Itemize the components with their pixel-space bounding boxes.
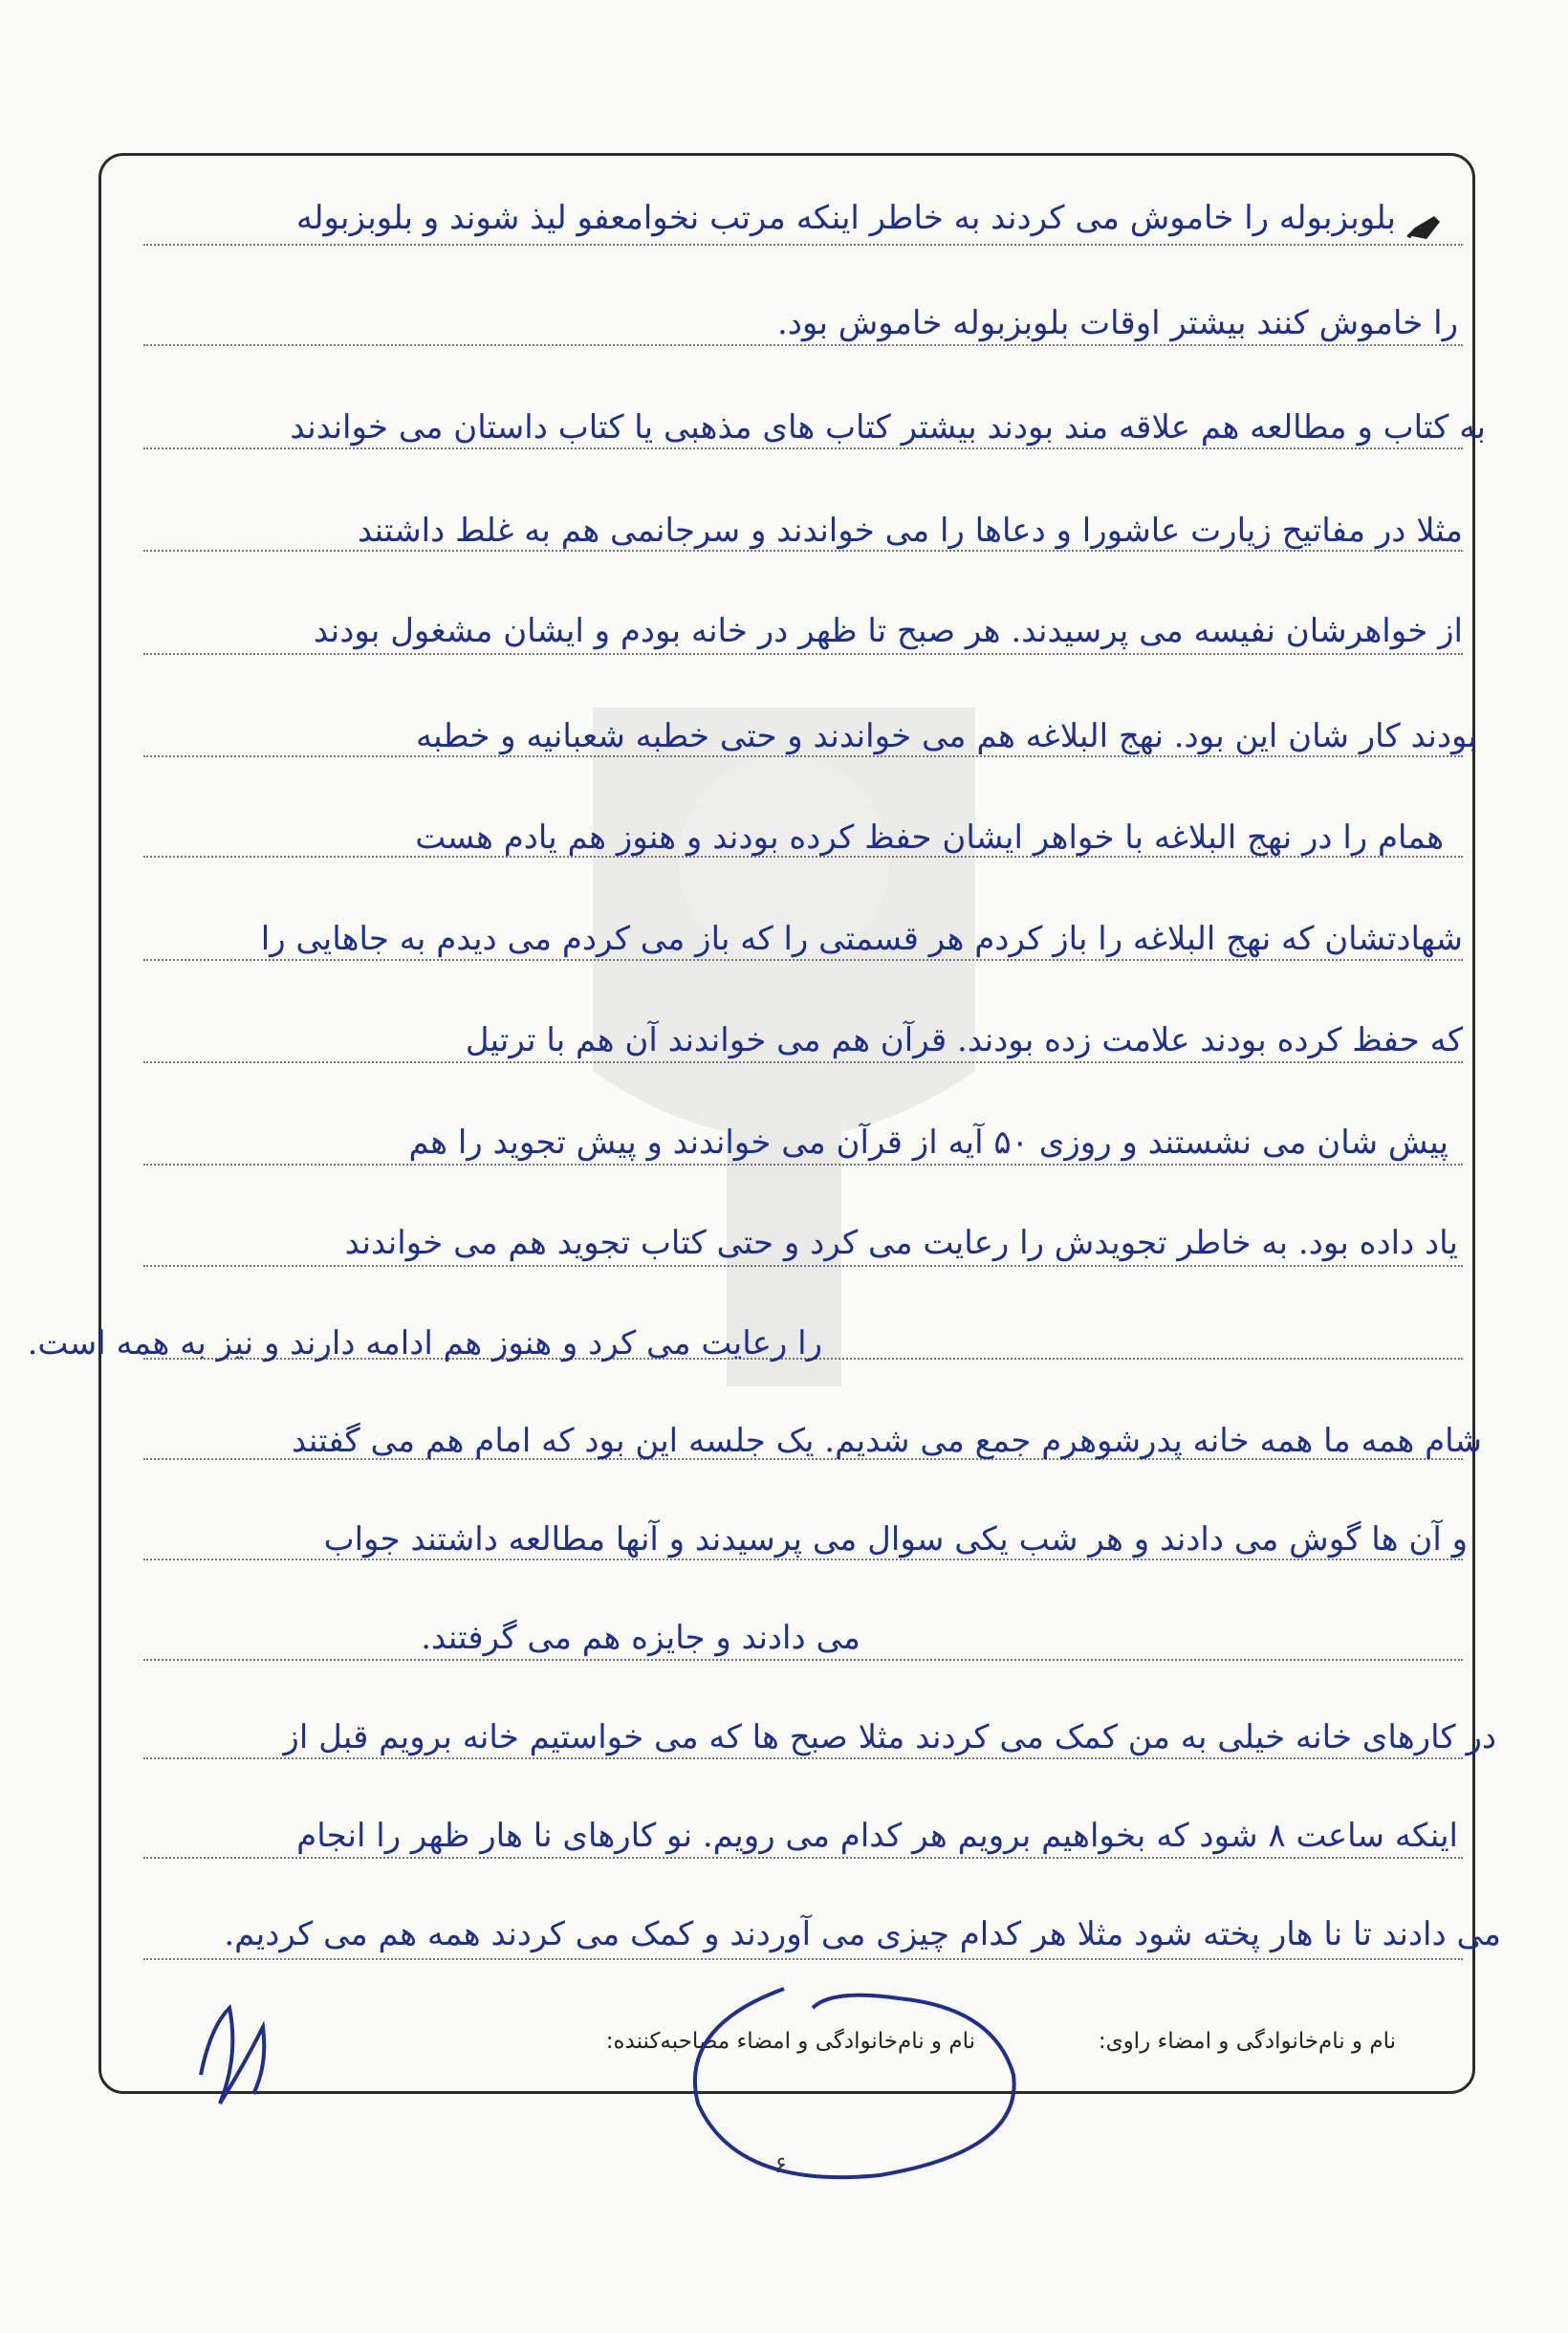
handwritten-line-6: بودند کار شان این بود. نهج البلاغه هم می خواندند و حتی خطبه شعبانیه و خطبه [415, 717, 1477, 755]
handwritten-line-4: مثلا در مفاتیح زیارت عاشورا و دعاها را می خواندند و سرجانمی هم به غلط داشتند [357, 512, 1463, 550]
handwritten-line-10: پیش شان می نشستند و روزی ۵۰ آیه از قرآن می خواندند و پیش تجوید را هم [408, 1123, 1448, 1162]
handwritten-line-7: همام را در نهج البلاغه با خواهر ایشان حفظ کرده بودند و هنوز هم یادم هست [415, 818, 1444, 857]
handwritten-line-17: اینکه ساعت ۸ شود که بخواهیم برویم هر کدام می رویم. نو کارهای نا هار ظهر را انجام [296, 1817, 1458, 1855]
handwritten-line-8: شهادتشان که نهج البلاغه را باز کردم هر قسمتی را که باز می کردم می دیدم به جاهایی را [260, 920, 1463, 958]
handwritten-line-12: را رعایت می کرد و هنوز هم ادامه دارند و نیز به همه است. [27, 1324, 822, 1363]
handwritten-line-13: شام همه ما همه خانه پدرشوهرم جمع می شدیم. یک جلسه این بود که امام هم می گفتند [291, 1422, 1482, 1460]
handwritten-line-16: در کارهای خانه خیلی به من کمک می کردند مثلا صبح ها که می خواستیم خانه برویم قبل از [283, 1718, 1496, 1756]
narrator-signature-label: نام و نام‌خانوادگی و امضاء راوی: [1098, 2029, 1396, 2054]
page-number: ۶ [774, 2151, 787, 2178]
handwritten-line-14: و آن ها گوش می دادند و هر شب یکی سوال می پرسیدند و آنها مطالعه داشتند جواب [323, 1520, 1468, 1559]
handwritten-line-2: را خاموش کنند بیشتر اوقات بلوبزبوله خاموش بود. [776, 304, 1458, 342]
handwritten-line-5: از خواهرشان نفیسه می پرسیدند. هر صبح تا ظهر در خانه بودم و ایشان مشغول بودند [313, 612, 1463, 650]
handwritten-line-3: به کتاب و مطالعه هم علاقه مند بودند بیشتر کتاب های مذهبی یا کتاب داستان می خواندند [290, 408, 1486, 447]
handwritten-line-18: می دادند تا نا هار پخته شود مثلا هر کدام چیزی می آوردند و کمک می کردند همه هم می کردیم. [224, 1915, 1501, 1953]
interviewer-signature-label: نام و نام‌خانوادگی و امضاء مصاحبه‌کننده: [605, 2029, 975, 2054]
handwritten-line-9: که حفظ کرده بودند علامت زده بودند. قرآن هم می خواندند آن هم با ترتیل [465, 1021, 1463, 1059]
interviewer-signature [669, 1970, 1033, 2199]
handwritten-line-15: می دادند و جایزه هم می گرفتند. [421, 1619, 860, 1657]
handwritten-line-11: یاد داده بود. به خاطر تجویدش را رعایت می کرد و حتی کتاب تجوید هم می خواندند [344, 1224, 1458, 1262]
narrator-signature [172, 1970, 306, 2123]
pen-icon [1405, 212, 1442, 239]
handwritten-line-1: بلوبزبوله را خاموش می کردند به خاطر اینکه مرتب نخوامعفو لیذ شوند و بلوبزبوله [295, 199, 1396, 237]
